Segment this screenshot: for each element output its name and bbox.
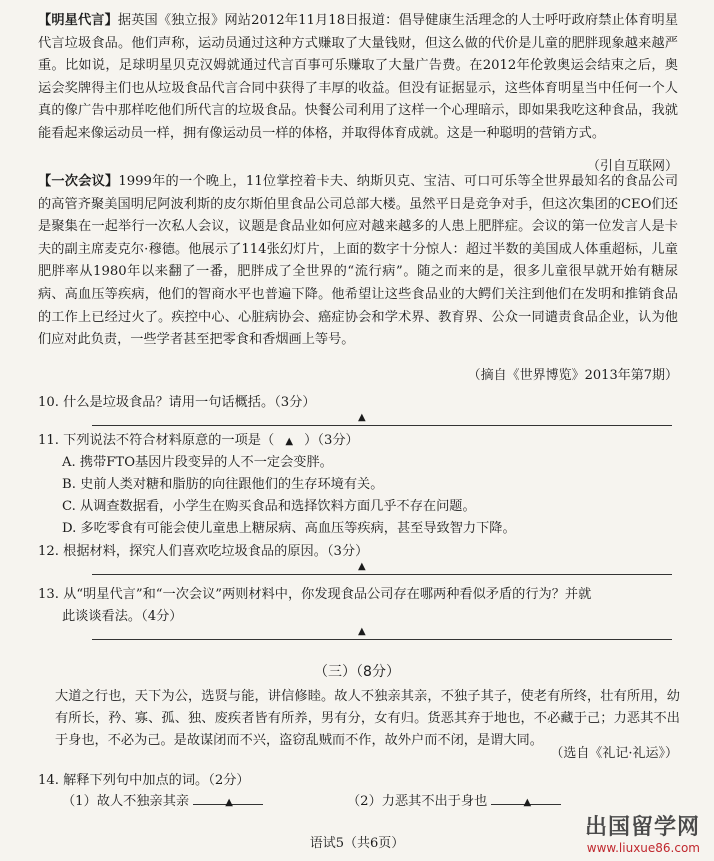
material-source: （引自互联网）	[586, 159, 678, 174]
question-13-line1: 13. 从“明星代言”和“一次会议”两则材料中，你发现食品公司存在哪两种看似矛盾的行为？并就	[38, 587, 592, 602]
question-11	[38, 430, 678, 453]
material-tag: 【明星代言】	[38, 13, 118, 28]
option-c: C. 从调查数据看，小学生在购买食品和选择饮料方面几乎不存在问题。	[62, 499, 476, 514]
answer-blank[interactable]	[193, 792, 263, 808]
option-b: B. 史前人类对糖和脂肪的向往跟他们的生存环境有关。	[62, 477, 384, 492]
classical-source: （选自《礼记·礼运》）	[550, 746, 678, 761]
watermark-url: www.liuxue86.com	[586, 841, 700, 855]
material-star-endorsement	[38, 10, 678, 146]
option-a: A. 携带FTO基因片段变异的人不一定会变胖。	[62, 455, 333, 470]
question-14-sub1	[62, 791, 263, 813]
question-14: 14. 解释下列句中加点的词。（2分）	[38, 773, 250, 788]
sub1-text: （1）故人不独亲其亲	[62, 794, 190, 809]
answer-marker[interactable]: ▲	[285, 436, 294, 447]
answer-marker: ▲	[225, 797, 233, 808]
answer-line[interactable]	[92, 425, 672, 426]
question-11-score: ）（3分）	[304, 433, 359, 448]
answer-line[interactable]	[92, 639, 672, 640]
answer-marker: ▲	[358, 561, 366, 572]
classical-passage: 大道之行也，天下为公，选贤与能，讲信修睦。故人不独亲其亲，不独子其子，使老有所终，壮有所用，幼有所长，矜、寡、孤、独、废疾者皆有所养，男有分，女有归。货恶其弃于地也，不必藏于己；力恶其不出于身也，不必为己。是故谋闭而不兴，盗窃乱贼而不作，故外户而不闭，是谓大同。	[55, 689, 680, 748]
question-10: 10. 什么是垃圾食品？请用一句话概括。（3分）	[38, 395, 316, 410]
answer-marker: ▲	[523, 797, 532, 808]
section-three-heading: （三）（8分）	[314, 664, 400, 680]
answer-marker: ▲	[358, 412, 366, 423]
answer-line[interactable]	[92, 574, 672, 575]
material-text: 据英国《独立报》网站2012年11月18日报道：倡导健康生活理念的人士呼吁政府禁止体育明星代言垃圾食品。他们声称，运动员通过这种方式赚取了大量钱财，但这么做的代价是儿童的肥胖现象越来越严重。比如说，足球明星贝克汉姆就通过代言百事可乐赚取了大量广告费。在2012年伦敦奥运会结束之后，奥运会奖牌得主们也从垃圾食品代言合同中获得了丰厚的收益。但没有证据显示，这些体育明星当中任何一个人真的像广告中那样吃他们所代言的垃圾食品。快餐公司利用了这样一个心理暗示，即如果我吃这种食品，我就能看起来像运动员一样，拥有像运动员一样的体格，并取得体育成就。这是一种聪明的营销方式。	[38, 13, 679, 141]
site-watermark	[585, 810, 700, 855]
option-d: D. 多吃零食有可能会使儿童患上糖尿病、高血压等疾病，甚至导致智力下降。	[62, 521, 516, 536]
question-13	[38, 584, 678, 628]
material-source: （摘自《世界博览》2013年第7期）	[467, 368, 678, 383]
page-footer: 语试5（共6页）	[309, 836, 405, 851]
question-14-sub2	[347, 791, 561, 813]
answer-blank[interactable]	[491, 792, 561, 808]
material-tag: 【一次会议】	[38, 174, 119, 189]
question-13-line2: 此谈谈看法。（4分）	[62, 609, 183, 624]
question-12: 12. 根据材料，探究人们喜欢吃垃圾食品的原因。（3分）	[38, 544, 369, 559]
material-text: 1999年的一个晚上，11位掌控着卡夫、纳斯贝克、宝洁、可口可乐等全世界最知名的食品公司的高管齐聚美国明尼阿波利斯的皮尔斯伯里食品公司总部大楼。虽然平日是竞争对手，但这次集团的CEO们还是聚集在一起举行一次私人会议，议题是食品业如何应对越来越多的人患上肥胖症。会议的第一位发言人是卡夫的副主席麦克尔·穆德。他展示了114张幻灯片，上面的数字十分惊人：超过半数的美国成人体重超标，儿童肥胖率从1980年以来翻了一番，肥胖成了全世界的“流行病”。随之而来的是，很多儿童很早就开始有糖尿病、高血压等疾病，他们的智商水平也普遍下降。他希望让这些食品业的大鳄们关注到他们在发明和推销食品的工作上已经过火了。疾控中心、心脏病协会、癌症协会和学术界、教育界、公众一同谴责食品企业，认为他们应对此负责，一些学者甚至把零食和香烟画上等号。	[38, 174, 679, 348]
answer-marker: ▲	[358, 626, 366, 637]
question-11-stem: 11. 下列说法不符合材料原意的一项是（	[38, 433, 275, 448]
watermark-title: 出国留学网	[584, 815, 700, 840]
sub2-text: （2）力恶其不出于身也	[347, 794, 488, 809]
material-meeting	[38, 171, 678, 352]
